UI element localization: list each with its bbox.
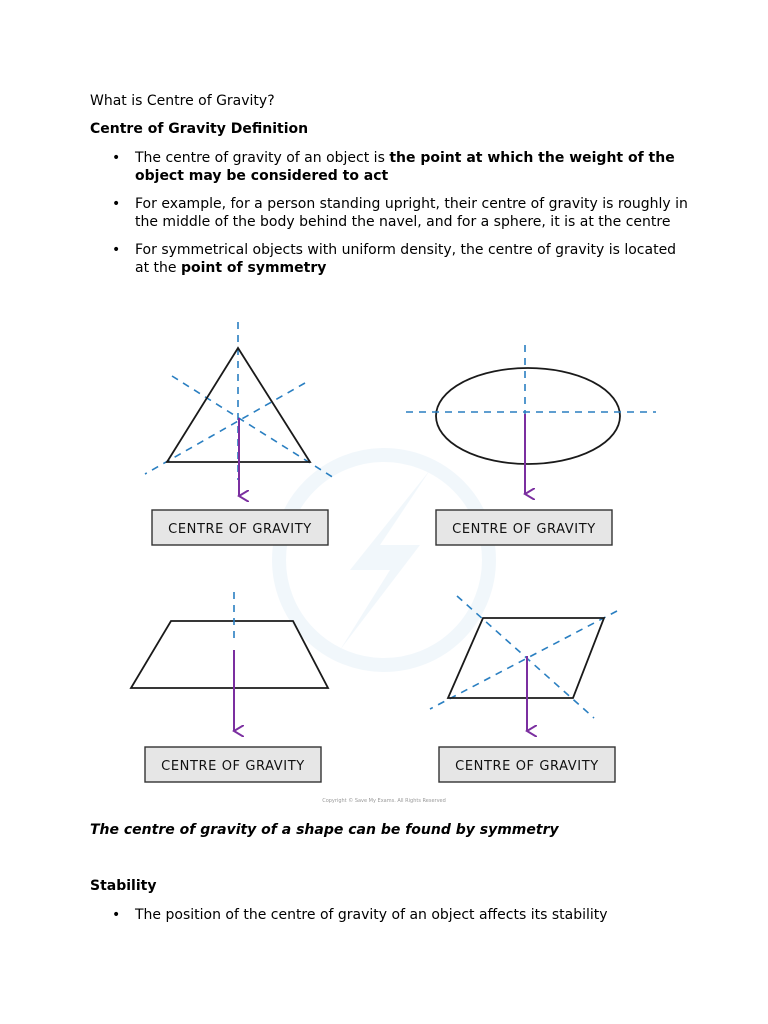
bullet-item [90,906,690,924]
bullet-text: For example, for a person standing upright, their centre of gravity is roughly in the middle of the body behind the navel, and for a sphere, it is at the centre [135,196,688,230]
bullet-item [90,149,690,185]
label-text: CENTRE OF GRAVITY [452,522,596,537]
triangle-figure [145,322,334,496]
stability-bullet-list [90,906,690,934]
bullet-bold-text: the point at which the weight of the object may be considered to act [135,150,675,184]
label-text: CENTRE OF GRAVITY [455,759,599,774]
centre-of-gravity-diagram [0,310,768,810]
label-text: CENTRE OF GRAVITY [161,759,305,774]
bullet-text: The centre of gravity of an object is [135,150,390,166]
trapezium-shape [131,621,328,688]
bullet-item [90,195,690,231]
label-text: CENTRE OF GRAVITY [168,522,312,537]
ellipse-shape [436,368,620,464]
label-box-4 [439,747,615,782]
definition-heading: Centre of Gravity Definition [90,121,309,137]
bullet-text: For symmetrical objects with uniform density, the centre of gravity is located at the [135,242,677,276]
bullet-text: The position of the centre of gravity of an object affects its stability [135,907,608,923]
watermark-logo [279,455,489,665]
bullet-item [90,241,690,277]
intro-question: What is Centre of Gravity? [90,93,275,109]
stability-heading: Stability [90,878,157,894]
label-box-2 [436,510,612,545]
symmetry-line [457,596,594,718]
label-box-3 [145,747,321,782]
copyright-text: Copyright © Save My Exams. All Rights Reserved [322,798,446,804]
figure-caption: The centre of gravity of a shape can be found by symmetry [90,822,559,838]
bullet-bold-text: point of symmetry [180,260,327,276]
parallelogram-figure [430,596,617,731]
label-box-1 [152,510,328,545]
definition-bullet-list [90,149,690,287]
